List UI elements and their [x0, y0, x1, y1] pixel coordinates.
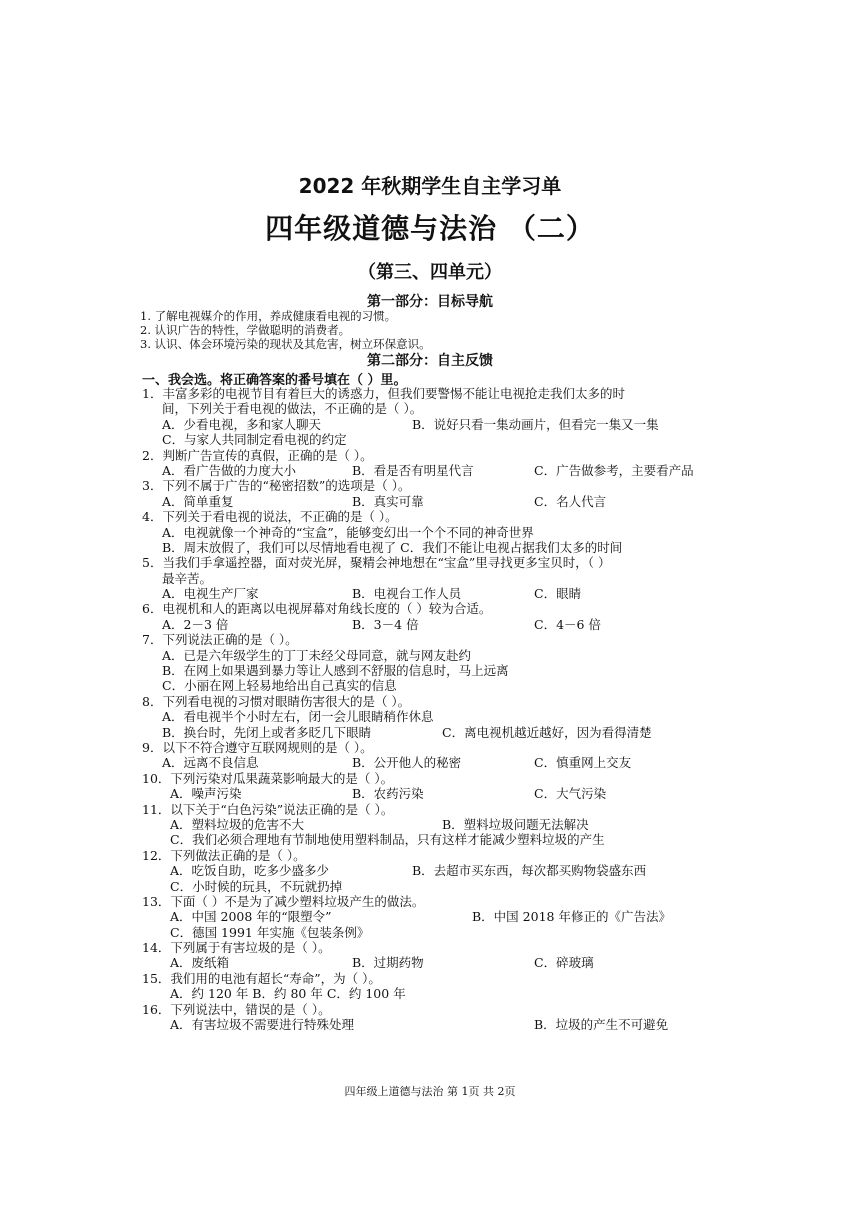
question-line: [142, 786, 742, 801]
question-option: A．少看电视，多和家人聊天: [162, 416, 322, 432]
question-option: C．名人代言: [534, 493, 607, 509]
question-line: [142, 848, 742, 863]
question-line: [142, 555, 742, 570]
question-line: [142, 525, 742, 540]
question-line: [142, 586, 742, 601]
question-line: [142, 971, 742, 986]
question-text: 16．下列说法中，错误的是（ ）。: [142, 1001, 331, 1017]
question-line: [142, 817, 742, 832]
question-option: A．吃饭自助，吃多少盛多少: [170, 863, 330, 879]
question-line: [142, 832, 742, 847]
question-text: 15．我们用的电池有超长“寿命”，为（ ）。: [142, 970, 381, 986]
question-option: A．看广告做的力度大小: [162, 462, 297, 478]
question-line: [142, 463, 742, 478]
question-line: [142, 648, 742, 663]
question-option: B．换台时，先闭上或者多眨几下眼睛: [162, 724, 372, 740]
question-option: A．有害垃圾不需要进行特殊处理: [170, 1017, 355, 1033]
question-line: [142, 509, 742, 524]
question-line: [142, 432, 742, 447]
question-line: [142, 771, 742, 786]
question-option: C．离电视机越近越好，因为看得清楚: [442, 724, 652, 740]
page-subtitle: （第三、四单元）: [358, 262, 502, 283]
question-line: [142, 955, 742, 970]
question-line: [142, 663, 742, 678]
question-option: A．中国 2008 年的“限塑令”: [170, 909, 332, 925]
question-line: [142, 678, 742, 693]
question-line: [142, 617, 742, 632]
question-text: 8．下列看电视的习惯对眼睛伤害很大的是（ ）。: [142, 693, 411, 709]
goals-list: [140, 309, 431, 351]
part2-title: 第二部分：自主反馈: [367, 353, 493, 369]
question-option: B．真实可靠: [352, 493, 424, 509]
question-line: [142, 417, 742, 432]
question-option: C．我们必须合理地有节制地使用塑料制品，只有这样才能减少塑料垃圾的产生: [170, 832, 605, 848]
question-line: [142, 401, 742, 416]
question-option: C．小时候的玩具，不玩就扔掉: [170, 878, 343, 894]
question-text: 4．下列关于看电视的说法，不正确的是（ ）。: [142, 509, 398, 525]
question-text: 5．当我们手拿遥控器，面对荧光屏，聚精会神地想在“宝盒”里寻找更多宝贝时，（ ）: [142, 555, 611, 571]
question-text: 11．以下关于“白色污染”说法正确的是（ ）。: [142, 801, 394, 817]
question-option: A．2－3 倍: [162, 616, 229, 632]
question-line: [142, 571, 742, 586]
question-option: A．电视就像一个神奇的“宝盒”，能够变幻出一个个不同的神奇世界: [162, 524, 534, 540]
question-option: B．在网上如果遇到暴力等让人感到不舒服的信息时，马上远离: [162, 663, 509, 679]
question-option: C．德国 1991 年实施《包装条例》: [170, 924, 370, 940]
question-option: B．公开他人的秘密: [352, 755, 462, 771]
question-line: [142, 755, 742, 770]
goal-item: 3. 认识、体会环境污染的现状及其危害，树立环保意识。: [140, 337, 431, 351]
page-main-title: 四年级道德与法治 （二）: [265, 212, 595, 245]
question-option: B．去超市买东西，每次都买购物袋盛东西: [412, 863, 647, 879]
goal-item: 2. 认识广告的特性，学做聪明的消费者。: [140, 323, 351, 337]
question-option: B．电视台工作人员: [352, 586, 462, 602]
question-option: A．废纸箱: [170, 955, 230, 971]
page-top-title: 2022 年秋期学生自主学习单: [298, 174, 562, 198]
question-line: [142, 632, 742, 647]
question-option: A．简单重复: [162, 493, 234, 509]
question-line: [142, 940, 742, 955]
question-line: [142, 1017, 742, 1032]
question-line: [142, 494, 742, 509]
question-option: 最辛苦。: [162, 570, 213, 586]
question-option: B．周末放假了，我们可以尽情地看电视了 C．我们不能让电视占据我们太多的时间: [162, 539, 623, 555]
question-option: C．眼睛: [534, 586, 582, 602]
question-option: B．塑料垃圾问题无法解决: [442, 816, 589, 832]
question-line: [142, 802, 742, 817]
question-text: 6．电视机和人的距离以电视屏幕对角线长度的（ ）较为合适。: [142, 601, 492, 617]
question-line: [142, 740, 742, 755]
question-line: [142, 725, 742, 740]
goal-item: 1. 了解电视媒介的作用，养成健康看电视的习惯。: [140, 309, 397, 323]
question-option: A．约 120 年 B．约 80 年 C．约 100 年: [170, 986, 406, 1002]
question-option: B．农药污染: [352, 786, 424, 802]
question-text: 14．下列属于有害垃圾的是（ ）。: [142, 940, 331, 956]
question-option: A．已是六年级学生的丁丁未经父母同意，就与网友赴约: [162, 647, 472, 663]
question-option: A．塑料垃圾的危害不大: [170, 816, 305, 832]
question-option: 间，下列关于看电视的做法，不正确的是（ ）。: [162, 401, 423, 417]
question-option: C．小丽在网上轻易地给出自己真实的信息: [162, 678, 397, 694]
question-line: [142, 386, 742, 401]
question-line: [142, 863, 742, 878]
part1-title: 第一部分：目标导航: [367, 294, 493, 310]
question-text: 7．下列说法正确的是（ ）。: [142, 632, 298, 648]
question-line: [142, 694, 742, 709]
question-text: 2．判断广告宣传的真假，正确的是（ ）。: [142, 447, 373, 463]
question-option: B．垃圾的产生不可避免: [534, 1017, 669, 1033]
question-option: C．慎重网上交友: [534, 755, 632, 771]
question-text: 9．以下不符合遵守互联网规则的是（ ）。: [142, 739, 373, 755]
question-text: 12．下列做法正确的是（ ）。: [142, 847, 306, 863]
question-option: B．中国 2018 年修正的《广告法》: [472, 909, 671, 925]
question-line: [142, 709, 742, 724]
question-line: [142, 894, 742, 909]
question-option: B．看是否有明星代言: [352, 462, 474, 478]
question-option: B．3－4 倍: [352, 616, 419, 632]
question-option: C．与家人共同制定看电视的约定: [162, 432, 347, 448]
question-line: [142, 1002, 742, 1017]
question-option: C．大气污染: [534, 786, 607, 802]
page-footer: 四年级上道德与法治 第 1页 共 2页: [344, 1085, 516, 1098]
question-line: [142, 925, 742, 940]
question-content: [142, 386, 742, 1032]
question-option: A．噪声污染: [170, 786, 242, 802]
question-line: [142, 478, 742, 493]
question-line: [142, 909, 742, 924]
question-text: 13．下面（ ）不是为了减少塑料垃圾产生的做法。: [142, 893, 425, 909]
question-option: C．广告做参考，主要看产品: [534, 462, 694, 478]
question-text: 1．丰富多彩的电视节目有着巨大的诱惑力，但我们要警惕不能让电视抢走我们太多的时: [142, 386, 625, 401]
section-heading: 一、我会选。将正确答案的番号填在（ ）里。: [142, 373, 407, 388]
question-text: 3．下列不属于广告的“秘密招数”的选项是（ ）。: [142, 478, 411, 494]
question-option: C．碎玻璃: [534, 955, 594, 971]
question-line: [142, 879, 742, 894]
question-option: B．说好只看一集动画片，但看完一集又一集: [412, 416, 659, 432]
question-option: A．看电视半个小时左右，闭一会儿眼睛稍作休息: [162, 709, 434, 725]
question-line: [142, 601, 742, 616]
question-line: [142, 986, 742, 1001]
question-option: C．4－6 倍: [534, 616, 601, 632]
question-line: [142, 448, 742, 463]
question-option: A．电视生产厂家: [162, 586, 259, 602]
question-line: [142, 540, 742, 555]
question-option: A．远离不良信息: [162, 755, 259, 771]
question-option: B．过期药物: [352, 955, 424, 971]
question-text: 10．下列污染对瓜果蔬菜影响最大的是（ ）。: [142, 770, 394, 786]
